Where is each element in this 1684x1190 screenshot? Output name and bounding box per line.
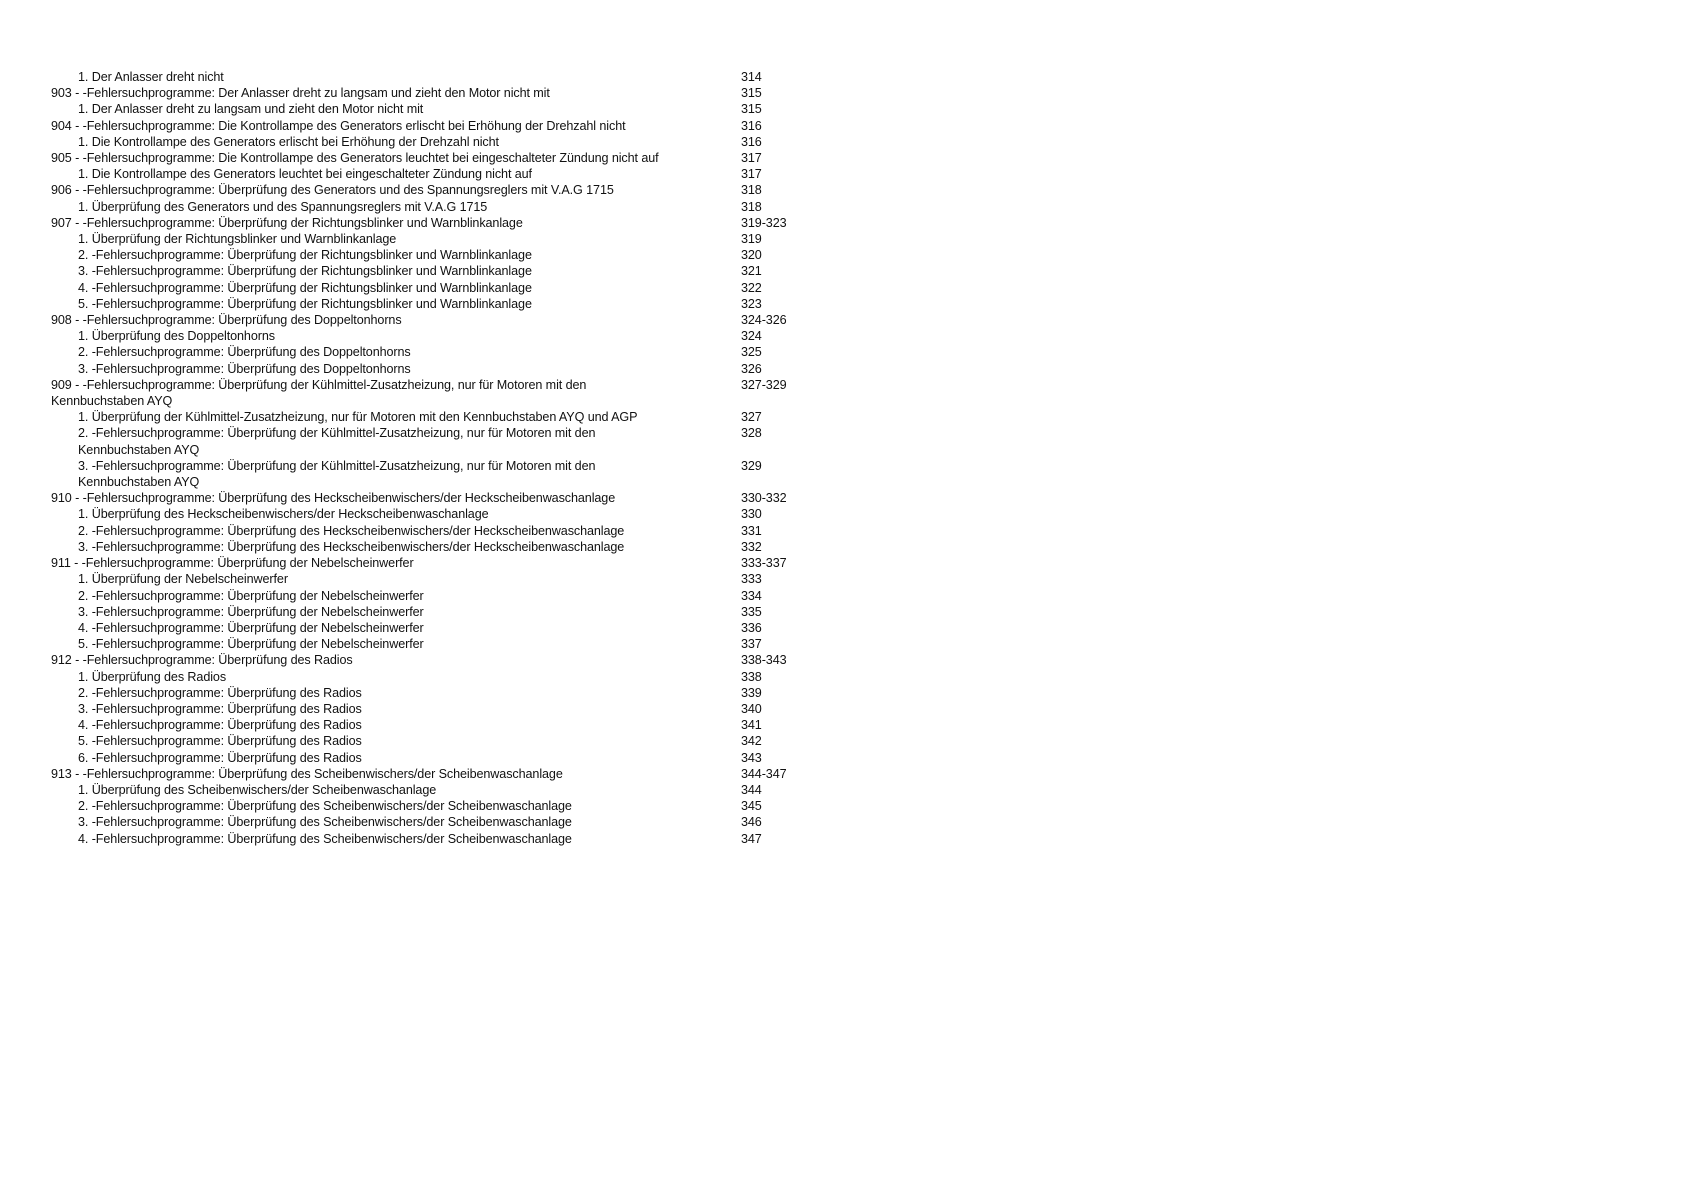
toc-section-row [51, 539, 811, 555]
toc-section-title: 2. -Fehlersuchprogramme: Überprüfung des Scheibenwischers/der Scheibenwaschanlage [78, 799, 572, 814]
toc-page-number: 322 [741, 280, 762, 295]
toc-page-number: 340 [741, 701, 762, 716]
toc-section-title: 5. -Fehlersuchprogramme: Überprüfung der Nebelscheinwerfer [78, 637, 424, 652]
toc-page-number: 320 [741, 248, 762, 263]
toc-page-number: 330-332 [741, 491, 787, 506]
toc-section-row [51, 506, 811, 522]
table-of-contents [51, 69, 811, 847]
toc-page-number: 330 [741, 507, 762, 522]
toc-page-number: 342 [741, 734, 762, 749]
toc-section-row [51, 231, 811, 247]
toc-section-row [51, 798, 811, 814]
toc-page-number: 319 [741, 232, 762, 247]
toc-section-row [51, 782, 811, 798]
toc-page-number: 324-326 [741, 313, 787, 328]
toc-page-number: 317 [741, 151, 762, 166]
toc-section-row [51, 523, 811, 539]
toc-section-title: 1. Der Anlasser dreht zu langsam und zieht den Motor nicht mit [78, 102, 424, 117]
toc-section-title: 6. -Fehlersuchprogramme: Überprüfung des Radios [78, 750, 362, 765]
toc-page-number: 339 [741, 685, 762, 700]
toc-page-number: 331 [741, 523, 762, 538]
toc-section-title: 2. -Fehlersuchprogramme: Überprüfung der Kühlmittel-Zusatzheizung, nur für Motoren mit den Kennbuchstaben AYQ [78, 426, 596, 457]
toc-section-title: 3. -Fehlersuchprogramme: Überprüfung der Richtungsblinker und Warnblinkanlage [78, 264, 532, 279]
toc-section-title: 1. Die Kontrollampe des Generators leuchtet bei eingeschalteter Zündung nicht auf [78, 167, 532, 182]
toc-section-row [51, 701, 811, 717]
toc-page-number: 333-337 [741, 556, 787, 571]
toc-chapter-title: 907 - -Fehlersuchprogramme: Überprüfung der Richtungsblinker und Warnblinkanlage [51, 215, 523, 230]
toc-section-row [51, 717, 811, 733]
toc-page-number: 336 [741, 620, 762, 635]
toc-section-title: 2. -Fehlersuchprogramme: Überprüfung des Doppeltonhorns [78, 345, 411, 360]
toc-section-title: 1. Überprüfung des Heckscheibenwischers/der Heckscheibenwaschanlage [78, 507, 489, 522]
toc-section-row [51, 296, 811, 312]
toc-section-title: 1. Der Anlasser dreht nicht [78, 70, 224, 84]
toc-page-number: 327-329 [741, 377, 787, 392]
toc-section-title: 1. Die Kontrollampe des Generators erlischt bei Erhöhung der Drehzahl nicht [78, 134, 499, 149]
toc-page-number: 346 [741, 815, 762, 830]
toc-section-title: 3. -Fehlersuchprogramme: Überprüfung des Scheibenwischers/der Scheibenwaschanlage [78, 815, 572, 830]
toc-page-number: 338-343 [741, 653, 787, 668]
toc-section-title: 5. -Fehlersuchprogramme: Überprüfung des Radios [78, 734, 362, 749]
toc-page-number: 317 [741, 167, 762, 182]
toc-page-number: 314 [741, 70, 762, 84]
toc-section-title: 3. -Fehlersuchprogramme: Überprüfung der Kühlmittel-Zusatzheizung, nur für Motoren mit den Kennbuchstaben AYQ [78, 458, 596, 490]
toc-page-number: 315 [741, 86, 762, 101]
toc-chapter-row [51, 118, 811, 134]
toc-section-title: 1. Überprüfung der Nebelscheinwerfer [78, 572, 288, 587]
toc-section-title: 4. -Fehlersuchprogramme: Überprüfung der Nebelscheinwerfer [78, 620, 424, 635]
toc-section-title: 4. -Fehlersuchprogramme: Überprüfung des Scheibenwischers/der Scheibenwaschanlage [78, 831, 572, 846]
toc-page-number: 324 [741, 329, 762, 344]
toc-section-title: 1. Überprüfung des Scheibenwischers/der Scheibenwaschanlage [78, 782, 437, 797]
toc-chapter-row [51, 490, 811, 506]
toc-chapter-title: 909 - -Fehlersuchprogramme: Überprüfung der Kühlmittel-Zusatzheizung, nur für Motoren mit den Kennbuchstaben AYQ [51, 377, 587, 409]
toc-page-number: 334 [741, 588, 762, 603]
toc-section-row [51, 344, 811, 360]
toc-section-title: 4. -Fehlersuchprogramme: Überprüfung des Radios [78, 718, 362, 733]
toc-section-title: 1. Überprüfung der Richtungsblinker und Warnblinkanlage [78, 232, 397, 247]
toc-section-row [51, 571, 811, 587]
toc-page-number: 315 [741, 102, 762, 117]
toc-page-number: 318 [741, 199, 762, 214]
toc-section-row [51, 814, 811, 830]
toc-section-row [51, 101, 811, 117]
toc-page-number: 326 [741, 361, 762, 376]
toc-chapter-title: 905 - -Fehlersuchprogramme: Die Kontrollampe des Generators leuchtet bei eingeschalteter Zündung nicht auf [51, 151, 659, 166]
toc-section-row [51, 69, 811, 85]
toc-section-row [51, 750, 811, 766]
toc-section-row [51, 588, 811, 604]
toc-chapter-title: 904 - -Fehlersuchprogramme: Die Kontrollampe des Generators erlischt bei Erhöhung der Drehzahl nicht [51, 118, 626, 133]
toc-page-number: 337 [741, 637, 762, 652]
toc-section-row [51, 733, 811, 749]
toc-section-row [51, 425, 811, 457]
toc-chapter-title: 908 - -Fehlersuchprogramme: Überprüfung des Doppeltonhorns [51, 313, 402, 328]
toc-section-title: 2. -Fehlersuchprogramme: Überprüfung der Richtungsblinker und Warnblinkanlage [78, 248, 532, 263]
toc-page-number: 343 [741, 750, 762, 765]
toc-chapter-title: 913 - -Fehlersuchprogramme: Überprüfung des Scheibenwischers/der Scheibenwaschanlage [51, 766, 563, 781]
toc-chapter-title: 910 - -Fehlersuchprogramme: Überprüfung des Heckscheibenwischers/der Heckscheibenwaschanlage [51, 491, 616, 506]
toc-chapter-row [51, 215, 811, 231]
toc-page-number: 332 [741, 539, 762, 554]
toc-page-number: 341 [741, 718, 762, 733]
toc-section-row [51, 458, 811, 490]
toc-section-row [51, 134, 811, 150]
toc-section-title: 3. -Fehlersuchprogramme: Überprüfung der Nebelscheinwerfer [78, 604, 424, 619]
toc-section-row [51, 199, 811, 215]
toc-section-title: 2. -Fehlersuchprogramme: Überprüfung der Nebelscheinwerfer [78, 588, 424, 603]
toc-page-number: 344 [741, 782, 762, 797]
toc-section-title: 2. -Fehlersuchprogramme: Überprüfung des Heckscheibenwischers/der Heckscheibenwaschanlage [78, 523, 625, 538]
toc-section-row [51, 328, 811, 344]
toc-section-title: 1. Überprüfung des Radios [78, 669, 227, 684]
toc-section-title: 1. Überprüfung des Generators und des Spannungsreglers mit V.A.G 1715 [78, 199, 488, 214]
toc-page-number: 318 [741, 183, 762, 198]
toc-page-number: 347 [741, 831, 762, 846]
toc-page-number: 316 [741, 134, 762, 149]
toc-page-number: 328 [741, 426, 762, 441]
toc-section-row [51, 620, 811, 636]
toc-section-row [51, 604, 811, 620]
toc-chapter-title: 911 - -Fehlersuchprogramme: Überprüfung der Nebelscheinwerfer [51, 556, 414, 571]
toc-page-number: 325 [741, 345, 762, 360]
toc-page-number: 344-347 [741, 766, 787, 781]
toc-section-title: 2. -Fehlersuchprogramme: Überprüfung des Radios [78, 685, 362, 700]
toc-section-row [51, 636, 811, 652]
toc-chapter-row [51, 182, 811, 198]
toc-page-number: 338 [741, 669, 762, 684]
toc-section-title: 5. -Fehlersuchprogramme: Überprüfung der Richtungsblinker und Warnblinkanlage [78, 296, 532, 311]
toc-section-row [51, 685, 811, 701]
toc-page-number: 329 [741, 458, 762, 473]
toc-section-title: 3. -Fehlersuchprogramme: Überprüfung des Radios [78, 701, 362, 716]
toc-page-number: 316 [741, 118, 762, 133]
toc-section-row [51, 831, 811, 847]
toc-page-number: 319-323 [741, 215, 787, 230]
toc-chapter-row [51, 652, 811, 668]
toc-chapter-title: 903 - -Fehlersuchprogramme: Der Anlasser dreht zu langsam und zieht den Motor nicht mit [51, 86, 550, 101]
toc-page-number: 321 [741, 264, 762, 279]
toc-section-title: 4. -Fehlersuchprogramme: Überprüfung der Richtungsblinker und Warnblinkanlage [78, 280, 532, 295]
toc-section-title: 1. Überprüfung des Doppeltonhorns [78, 329, 275, 344]
toc-section-title: 1. Überprüfung der Kühlmittel-Zusatzheizung, nur für Motoren mit den Kennbuchstaben AYQ und AGP [78, 410, 638, 425]
toc-chapter-row [51, 766, 811, 782]
toc-chapter-row [51, 312, 811, 328]
toc-chapter-row [51, 377, 811, 409]
toc-page-number: 333 [741, 572, 762, 587]
toc-chapter-row [51, 85, 811, 101]
toc-page-number: 345 [741, 799, 762, 814]
toc-page-number: 323 [741, 296, 762, 311]
toc-section-row [51, 409, 811, 425]
toc-section-row [51, 361, 811, 377]
toc-section-row [51, 280, 811, 296]
toc-section-row [51, 166, 811, 182]
toc-chapter-title: 906 - -Fehlersuchprogramme: Überprüfung des Generators und des Spannungsreglers mit V.A.G 1715 [51, 183, 614, 198]
toc-chapter-title: 912 - -Fehlersuchprogramme: Überprüfung des Radios [51, 653, 353, 668]
toc-chapter-row [51, 555, 811, 571]
toc-section-title: 3. -Fehlersuchprogramme: Überprüfung des Heckscheibenwischers/der Heckscheibenwaschanlage [78, 539, 625, 554]
toc-section-row [51, 247, 811, 263]
toc-chapter-row [51, 150, 811, 166]
toc-page-number: 335 [741, 604, 762, 619]
toc-section-row [51, 263, 811, 279]
toc-page-number: 327 [741, 410, 762, 425]
toc-section-row [51, 669, 811, 685]
toc-section-title: 3. -Fehlersuchprogramme: Überprüfung des Doppeltonhorns [78, 361, 411, 376]
